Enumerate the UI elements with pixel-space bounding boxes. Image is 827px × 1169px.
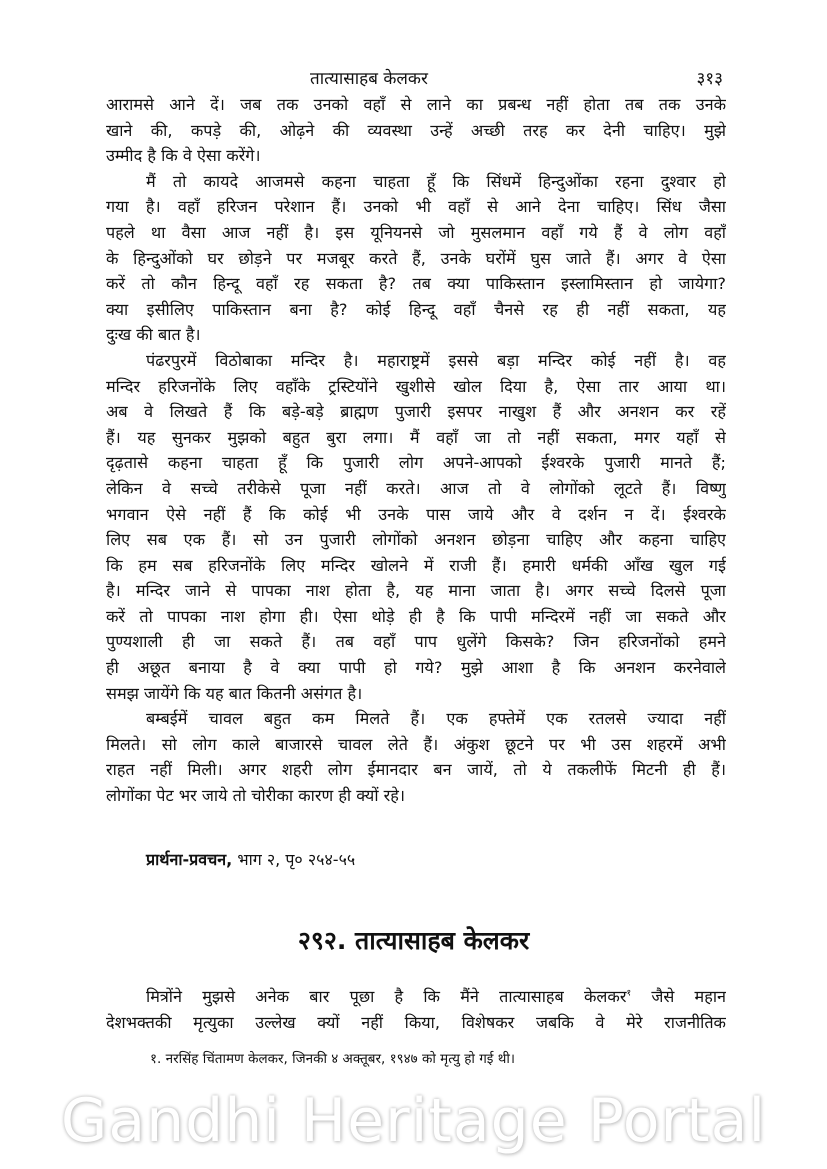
text-line: पंढरपुरमें विठोबाका मन्दिर है। महाराष्ट्रमें इससे बड़ा मन्दिर कोई नहीं है। वह: [146, 350, 726, 370]
source-citation: [146, 848, 355, 870]
page-number: ३१३: [696, 69, 723, 89]
section-heading: २९२. तात्यासाहब केलकर: [297, 926, 530, 955]
text-line: आरामसे आने दें। जब तक उनको वहाँ से लाने का प्रबन्ध नहीं होता तब तक उनके: [106, 95, 726, 114]
text-line: उम्मीद है कि वे ऐसा करेंगे।: [106, 146, 261, 166]
text-line: दृढ़तासे कहना चाहता हूँ कि पुजारी लोग अपने-आपको ईश्वरके पुजारी मानते हैं;: [106, 453, 726, 473]
text-line: लेकिन वे सच्चे तरीकेसे पूजा नहीं करते। आज तो वे लोगोंको लूटते हैं। विष्णु: [106, 478, 726, 498]
source-work: प्रार्थना-प्रवचन,: [146, 850, 233, 869]
text-line: दुःख की बात है।: [106, 325, 201, 345]
text-line: खाने की, कपड़े की, ओढ़ने की व्यवस्था उन्हें अच्छी तरह कर देनी चाहिए। मुझे: [106, 120, 726, 140]
text-line: राहत नहीं मिली। अगर शहरी लोग ईमानदार बन जायें, तो ये तकलीफें मिटनी ही हैं।: [106, 760, 726, 780]
running-head: [0, 66, 827, 92]
text-line: पुण्यशाली ही जा सकते हैं। तब वहाँ पाप धुलेंगे किसके? जिन हरिजनोंको हमने: [106, 632, 726, 652]
text-line: देशभक्तकी मृत्युका उल्लेख क्यों नहीं किया, विशेषकर जबकि वे मेरे राजनीतिक: [106, 1012, 726, 1032]
footnote: १. नरसिंह चिंतामण केलकर, जिनकी ४ अक्तूबर, १९४७ को मृत्यु हो गई थी।: [150, 1051, 515, 1067]
text-segment: मित्रोंने मुझसे अनेक बार पूछा है कि मैंने तात्यासाहब केलकर: [146, 987, 627, 1006]
watermark: Gandhi Heritage Portal: [60, 1086, 767, 1156]
text-segment: जैसे महान: [631, 987, 726, 1006]
section-body: [106, 984, 726, 1035]
text-line: गया है। वहाँ हरिजन परेशान हैं। उनको भी वहाँ से आने देना चाहिए। सिंध जैसा: [106, 197, 726, 217]
text-line: पहले था वैसा आज नहीं है। इस यूनियनसे जो मुसलमान वहाँ गये हैं वे लोग वहाँ: [106, 222, 726, 242]
text-line: है। मन्दिर जाने से पापका नाश होता है, यह माना जाता है। अगर सच्चे दिलसे पूजा: [106, 581, 726, 601]
text-line: मिलते। सो लोग काले बाजारसे चावल लेते हैं। अंकुश छूटने पर भी उस शहरमें अभी: [106, 734, 726, 754]
footnote-reference[interactable]: १: [626, 988, 632, 999]
text-line: मन्दिर हरिजनोंके लिए वहाँके ट्रस्टियोंने खुशीसे खोल दिया है, ऐसा तार आया था।: [106, 376, 726, 396]
text-line: करें तो कौन हिन्दू वहाँ रह सकता है? तब क्या पाकिस्तान इस्लामिस्तान हो जायेगा?: [106, 274, 726, 294]
text-line: लिए सब एक हैं। सो उन पुजारी लोगोंको अनशन छोड़ना चाहिए और कहना चाहिए: [106, 530, 726, 550]
text-line: [106, 984, 726, 1010]
text-line: भगवान ऐसे नहीं हैं कि कोई भी उनके पास जाये और वे दर्शन न दें। ईश्वरके: [106, 504, 726, 524]
text-line: के हिन्दुओंको घर छोड़ने पर मजबूर करते हैं, उनके घरोंमें घुस जाते हैं। अगर वे ऐसा: [106, 248, 726, 268]
text-line: हैं। यह सुनकर मुझको बहुत बुरा लगा। मैं वहाँ जा तो नहीं सकता, मगर यहाँ से: [106, 427, 726, 447]
text-line: क्या इसीलिए पाकिस्तान बना है? कोई हिन्दू वहाँ चैनसे रह ही नहीं सकता, यह: [106, 299, 726, 319]
running-head-title: तात्यासाहब केलकर: [310, 69, 428, 89]
text-line: ही अछूत बनाया है वे क्या पापी हो गये? मुझे आशा है कि अनशन करनेवाले: [106, 658, 726, 678]
text-line: कि हम सब हरिजनोंके लिए मन्दिर खोलने में राजी हैं। हमारी धर्मकी आँख खुल गई: [106, 555, 726, 575]
text-line: बम्बईमें चावल बहुत कम मिलते हैं। एक हफ्तेमें एक रतलसे ज्यादा नहीं: [146, 709, 726, 729]
text-line: करें तो पापका नाश होगा ही। ऐसा थोड़े ही है कि पापी मन्दिरमें नहीं जा सकते और: [106, 606, 726, 626]
text-line: मैं तो कायदे आजमसे कहना चाहता हूँ कि सिंधमें हिन्दुओंका रहना दुश्वार हो: [146, 171, 726, 191]
body-text: [106, 92, 726, 809]
source-reference: भाग २, पृ० २५४-५५: [237, 850, 356, 869]
text-line: समझ जायेंगे कि यह बात कितनी असंगत है।: [106, 683, 363, 703]
text-line: अब वे लिखते हैं कि बड़े-बड़े ब्राह्मण पुजारी इसपर नाखुश हैं और अनशन कर रहें: [106, 402, 726, 422]
text-line: लोगोंका पेट भर जाये तो चोरीका कारण ही क्यों रहे।: [106, 786, 406, 806]
